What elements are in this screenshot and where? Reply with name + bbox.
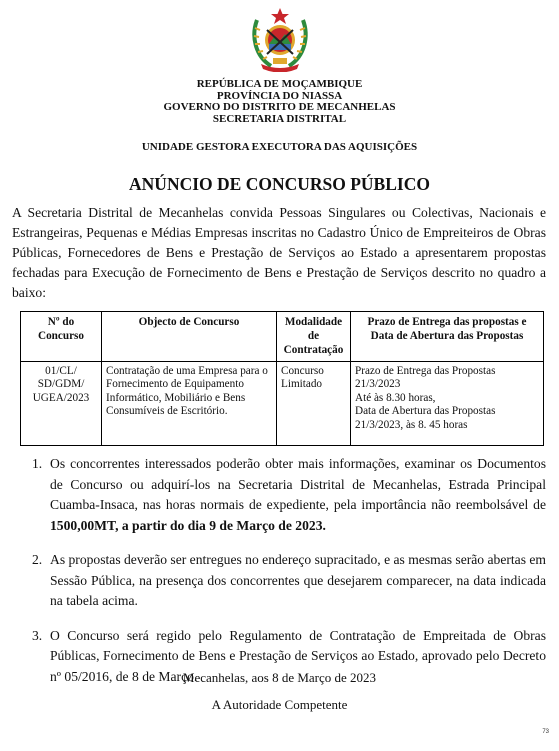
deadline-line: 21/3/2023, às 8. 45 horas: [355, 418, 468, 431]
header-unit: UNIDADE GESTORA EXECUTORA DAS AQUISIÇÕES: [141, 141, 418, 153]
header-secretariat: SECRETARIA DISTRITAL: [212, 112, 347, 125]
authority-signature: A Autoridade Competente: [211, 697, 348, 712]
header-republic: REPÚBLICA DE MOÇAMBIQUE: [196, 78, 363, 90]
page-number: 73: [542, 729, 549, 735]
deadline-line: Data de Abertura das Propostas: [355, 405, 496, 418]
deadline-line: Até às 8.30 horas,: [355, 391, 436, 404]
table-header-row: [21, 312, 544, 362]
header-province: PROVÍNCIA DO NIASSA: [216, 89, 343, 102]
deadline-line: 21/3/2023: [355, 378, 401, 391]
list-text: Os concorrentes interessados poderão obter mais informações, examinar os Documentos de Concurso ou adquirí-los na Secretaria Distrital de Mecanhelas, Estrada Principal Cuamba-Insaca, nas horas normais de expediente, pela importância não reembolsável de: [50, 456, 546, 512]
mozambique-coat-of-arms-icon: [249, 6, 311, 72]
list-text-bold: 1500,00MT, a partir do dia 9 de Março de 2023.: [50, 517, 326, 533]
conditions-list: [12, 454, 546, 687]
list-number: 2.: [32, 552, 43, 567]
cell-object: Contratação de uma Empresa para o Fornecimento de Equipamento Informático, Mobiliário e Bens Consumíveis de Escritório.: [102, 362, 277, 446]
list-text: O Concurso será regido pelo Regulamento de Contratação de Empreitada de Obras Públicas, Fornecimento de Bens e Prestação de Serviços ao Estado, aprovado pelo Decreto nº 05/2016, de 8 de Março.: [50, 627, 546, 684]
cell-deadline: [351, 362, 544, 446]
table-row: [21, 362, 544, 446]
header-government: GOVERNO DO DISTRITO DE MECANHELAS: [163, 101, 396, 113]
col-header-object: Objecto de Concurso: [102, 312, 277, 362]
tender-table: [20, 311, 544, 446]
col-header-deadline: Prazo de Entrega das propostas e Data de Abertura das Propostas: [351, 312, 544, 362]
list-text: As propostas deverão ser entregues no endereço supracitado, e as mesmas serão abertas em Sessão Pública, na presença dos concorrentes que desejarem comparecer, na data indicada na tabela acima.: [50, 552, 546, 608]
intro-paragraph: A Secretaria Distrital de Mecanhelas convida Pessoas Singulares ou Colectivas, Nacionais e Estrangeiras, Pequenas e Médias Empresas inscritas no Cadastro Único de Empreiteiros de Obras Públicas, Fornecedores de Bens e Prestação de Serviços ao Estado a apresentarem propostas fechadas para Execução de Fornecimento de Bens e Prestação de Serviços descrito no quadro a baixo:: [12, 205, 546, 300]
deadline-line: Prazo de Entrega das Propostas: [355, 365, 496, 377]
col-header-modality: Modalidade de Contratação: [277, 312, 351, 362]
page-title: ANÚNCIO DE CONCURSO PÚBLICO: [129, 174, 430, 194]
list-number: 3.: [32, 627, 43, 643]
list-number: 1.: [32, 456, 43, 471]
cell-modality: Concurso Limitado: [277, 362, 351, 446]
list-item: [12, 550, 546, 612]
list-item: [12, 454, 546, 536]
date-line: Mecanhelas, aos 8 de Março de 2023: [182, 670, 377, 685]
col-header-number: Nº do Concurso: [21, 312, 102, 362]
cell-number: 01/CL/ SD/GDM/ UGEA/2023: [21, 362, 102, 446]
